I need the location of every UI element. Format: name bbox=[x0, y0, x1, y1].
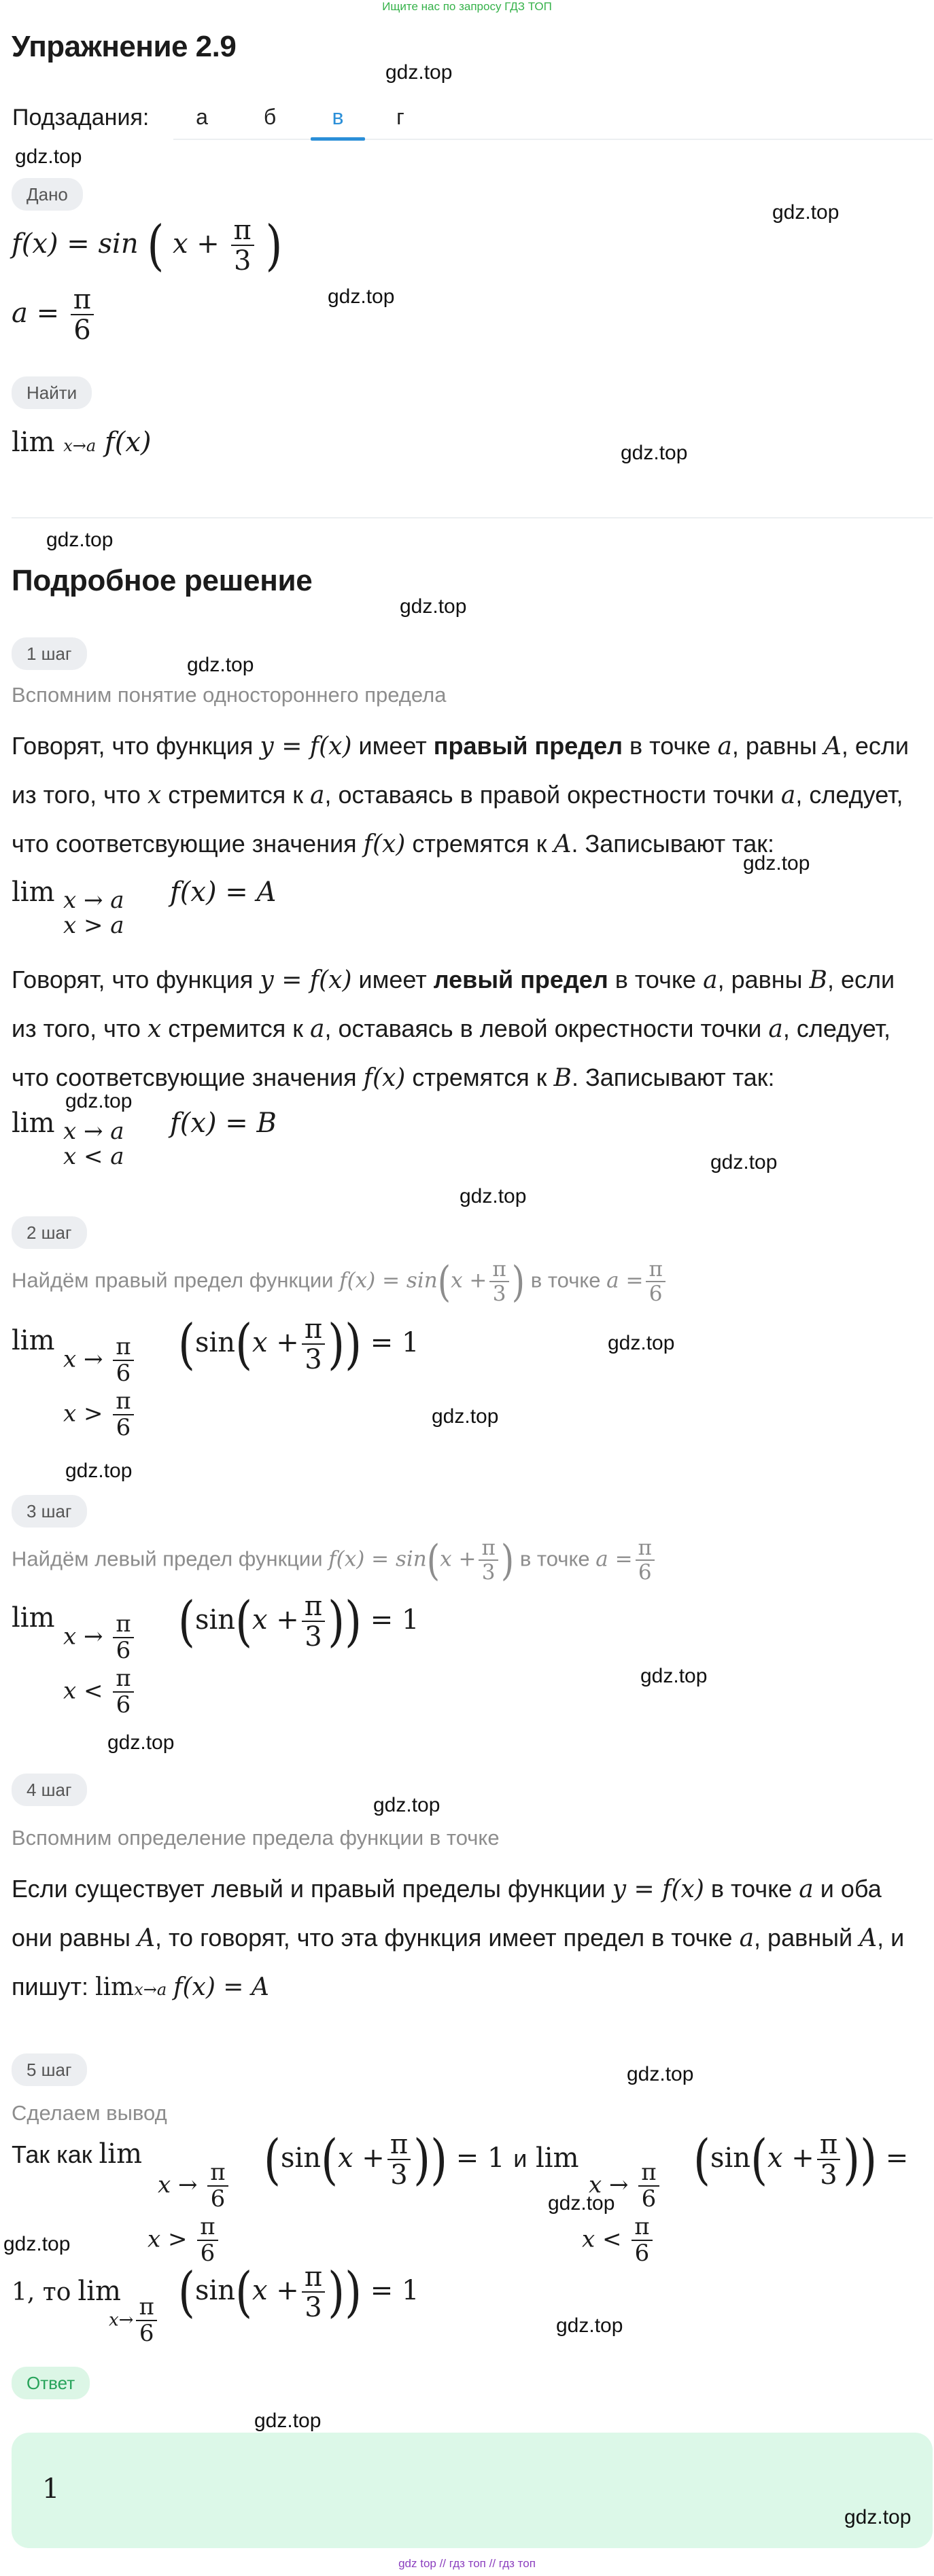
watermark: gdz.top bbox=[15, 145, 82, 168]
answer-box bbox=[12, 2433, 933, 2548]
step1-p2-line1: Говорят, что функция y = f(x) имеет левый предел в точке a, равны B, если bbox=[12, 966, 895, 994]
step1-f2-lim: lim bbox=[12, 1108, 55, 1139]
step5-b-expr: (sin(x + $\frac{\pi}{3}$ )) = bbox=[693, 2128, 909, 2192]
watermark: gdz.top bbox=[65, 1090, 133, 1112]
tab-g[interactable]: г bbox=[396, 105, 404, 129]
watermark: gdz.top bbox=[548, 2192, 615, 2215]
step2-lim: lim bbox=[12, 1325, 55, 1356]
watermark: gdz.top bbox=[608, 1332, 675, 1354]
step5-a-row2: x > $\frac{\pi}{6}$ bbox=[148, 2215, 221, 2266]
step1-p2-line2: из того, что x стремится к a, оставаясь в левой окрестности точки a, следует, bbox=[12, 1014, 891, 1043]
given-f-lhs: f(x) = sin bbox=[12, 228, 139, 260]
section-divider bbox=[12, 517, 933, 518]
watermark: gdz.top bbox=[556, 2314, 623, 2337]
step5-line2-start: 1, то lim bbox=[12, 2276, 121, 2307]
watermark: gdz.top bbox=[772, 201, 840, 224]
step1-f1-rhs: f(x) = A bbox=[170, 877, 277, 908]
given-badge: Дано bbox=[12, 178, 83, 211]
tab-b[interactable]: б bbox=[263, 105, 277, 129]
step3-caption: Найдём левый предел функции f(x) = sin(x + $\frac{\pi}{3}$ ) в точке a = $\frac{\pi}{6}$ bbox=[12, 1537, 657, 1584]
step2-row2: x > $\frac{\pi}{6}$ bbox=[63, 1390, 137, 1441]
step3-lim: lim bbox=[12, 1602, 55, 1634]
step5-line2-sub: x→ $\frac{\pi}{6}$ bbox=[109, 2295, 160, 2346]
bottom-note: gdz top // гдз топ // гдз топ bbox=[398, 2557, 536, 2570]
watermark: gdz.top bbox=[844, 2506, 912, 2528]
step4-badge: 4 шаг bbox=[12, 1774, 87, 1806]
answer-value: 1 bbox=[42, 2473, 60, 2505]
page-title: Упражнение 2.9 bbox=[12, 30, 237, 63]
step4-line1: Если существует левый и правый пределы функции y = f(x) в точке a и оба bbox=[12, 1875, 882, 1903]
answer-badge: Ответ bbox=[12, 2367, 90, 2399]
step1-f1-lim: lim bbox=[12, 877, 55, 908]
step1-f2-row1: x → a bbox=[63, 1118, 124, 1145]
watermark: gdz.top bbox=[627, 2063, 694, 2085]
active-tab-indicator bbox=[311, 137, 365, 141]
step1-caption: Вспомним понятие одностороннего предела bbox=[12, 683, 447, 707]
watermark: gdz.top bbox=[187, 654, 254, 676]
find-formula: lim x→a f(x) bbox=[12, 427, 152, 458]
step1-p1-line1: Говорят, что функция y = f(x) имеет правый предел в точке a, равны A, если bbox=[12, 732, 909, 760]
watermark: gdz.top bbox=[640, 1665, 708, 1687]
step1-f2-row2: x < a bbox=[63, 1143, 124, 1170]
pi-over-6: $\frac{\pi}{6}$ bbox=[71, 285, 94, 345]
step3-row1: x → $\frac{\pi}{6}$ bbox=[63, 1612, 137, 1663]
pi-over-3: $\frac{\pi}{3}$ bbox=[231, 216, 254, 276]
watermark: gdz.top bbox=[328, 285, 395, 308]
step5-badge: 5 шаг bbox=[12, 2053, 87, 2086]
step1-p1-line3: что соответсвующие значения f(x) стремятся к A. Записывают так: bbox=[12, 830, 775, 858]
step1-p1-line2: из того, что x стремится к a, оставаясь в правой окрестности точки a, следует, bbox=[12, 781, 903, 809]
step4-line2: они равны A, то говорят, что эта функция имеет предел в точке a, равный A, и bbox=[12, 1924, 905, 1952]
watermark: gdz.top bbox=[432, 1405, 499, 1428]
step5-caption: Сделаем вывод bbox=[12, 2101, 167, 2125]
watermark: gdz.top bbox=[373, 1794, 440, 1816]
step1-f1-row1: x → a bbox=[63, 887, 124, 914]
watermark: gdz.top bbox=[3, 2233, 71, 2255]
top-note: Ищите нас по запросу ГДЗ ТОП bbox=[382, 0, 552, 13]
watermark: gdz.top bbox=[65, 1460, 133, 1482]
given-function: f(x) = sin ( x + $\frac{\pi}{3}$ ) bbox=[12, 214, 283, 278]
step4-caption: Вспомним определение предела функции в точке bbox=[12, 1826, 500, 1850]
step2-row1: x → $\frac{\pi}{6}$ bbox=[63, 1335, 137, 1386]
step2-expr: (sin(x + $\frac{\pi}{3}$ )) = 1 bbox=[178, 1313, 419, 1377]
step2-caption: Найдём правый предел функции f(x) = sin(x + $\frac{\pi}{3}$ ) в точке a = $\frac{\pi}{6}$ bbox=[12, 1258, 668, 1305]
step1-f1-row2: x > a bbox=[63, 912, 124, 939]
step5-a-expr: (sin(x + $\frac{\pi}{3}$ )) = 1 и lim bbox=[264, 2128, 579, 2192]
step5-b-row1: x → $\frac{\pi}{6}$ bbox=[589, 2161, 662, 2212]
step5-a-row1: x → $\frac{\pi}{6}$ bbox=[158, 2161, 231, 2212]
step3-badge: 3 шаг bbox=[12, 1495, 87, 1528]
watermark: gdz.top bbox=[743, 852, 810, 875]
solution-title: Подробное решение bbox=[12, 564, 313, 597]
watermark: gdz.top bbox=[385, 61, 453, 84]
step1-f2-rhs: f(x) = B bbox=[170, 1108, 277, 1139]
step4-line3: пишут: limx→a f(x) = A bbox=[12, 1973, 269, 2001]
step2-badge: 2 шаг bbox=[12, 1216, 87, 1249]
watermark: gdz.top bbox=[107, 1731, 175, 1754]
step5-b-row2: x < $\frac{\pi}{6}$ bbox=[582, 2215, 655, 2266]
subtasks-label: Подзадания: bbox=[12, 105, 150, 130]
watermark: gdz.top bbox=[400, 595, 467, 618]
watermark: gdz.top bbox=[46, 529, 114, 551]
find-badge: Найти bbox=[12, 376, 92, 409]
given-x-plus: x + bbox=[173, 228, 220, 260]
step1-badge: 1 шаг bbox=[12, 637, 87, 670]
step3-row2: x < $\frac{\pi}{6}$ bbox=[63, 1667, 137, 1718]
tabs-divider bbox=[173, 139, 933, 140]
step5-line1-start: Так как lim bbox=[12, 2138, 142, 2170]
watermark: gdz.top bbox=[460, 1185, 527, 1207]
tab-v[interactable]: в bbox=[332, 105, 344, 129]
given-a bbox=[12, 285, 97, 345]
watermark: gdz.top bbox=[254, 2410, 322, 2432]
step5-line2-expr: (sin(x + $\frac{\pi}{3}$ )) = 1 bbox=[178, 2261, 419, 2325]
given-a-eq: a = bbox=[12, 298, 60, 329]
step3-expr: (sin(x + $\frac{\pi}{3}$ )) = 1 bbox=[178, 1590, 419, 1654]
watermark: gdz.top bbox=[621, 442, 688, 464]
step1-p2-line3: что соответсвующие значения f(x) стремятся к B. Записывают так: bbox=[12, 1063, 775, 1092]
tab-a[interactable]: а bbox=[196, 105, 208, 129]
watermark: gdz.top bbox=[710, 1151, 778, 1174]
